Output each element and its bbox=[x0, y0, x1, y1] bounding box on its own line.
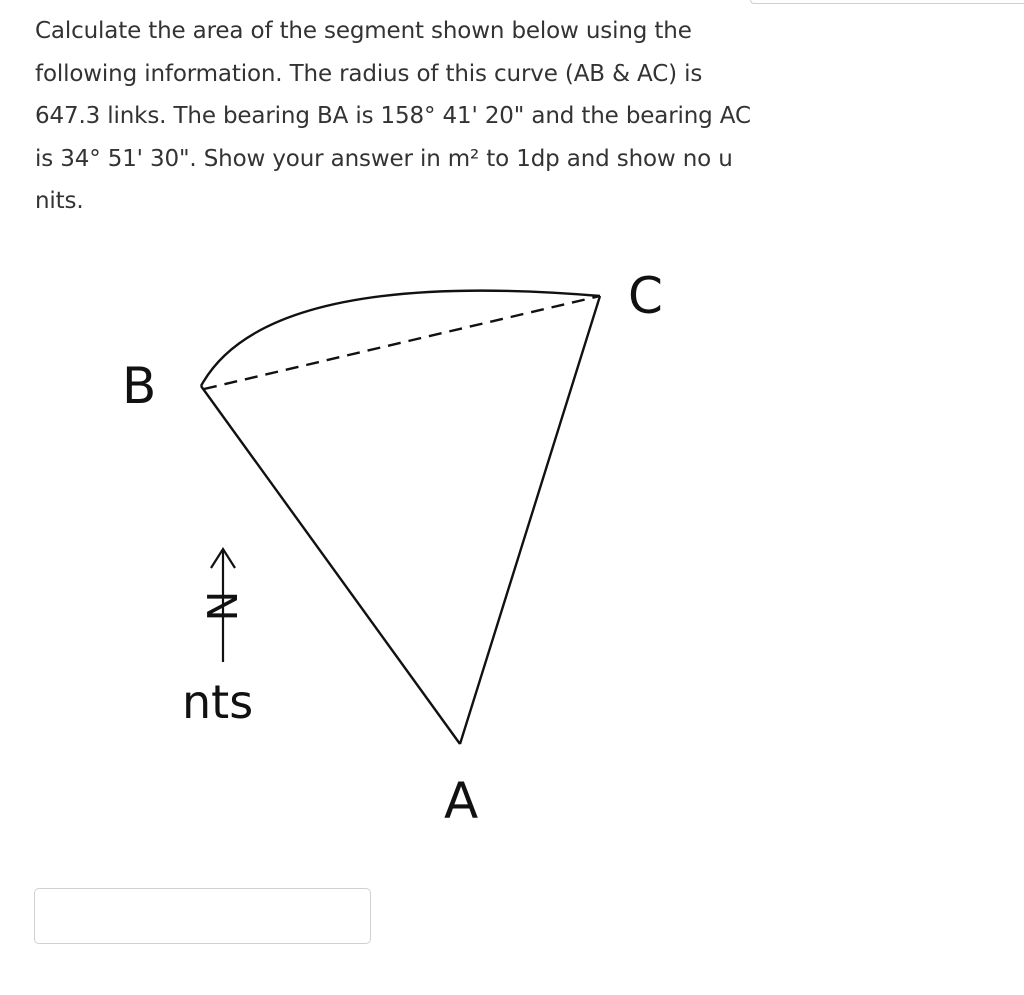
question-line: Calculate the area of the segment shown below using the bbox=[35, 18, 692, 44]
answer-input[interactable] bbox=[34, 888, 371, 944]
arc-bc bbox=[201, 291, 600, 386]
radius-ac bbox=[460, 296, 600, 744]
point-label-c: C bbox=[628, 267, 663, 325]
point-label-b: B bbox=[122, 357, 157, 415]
question-line: is 34° 51' 30". Show your answer in m² to 1dp and show no u bbox=[35, 145, 733, 172]
question-line: nits. bbox=[35, 188, 84, 215]
question-line: following information. The radius of this curve (AB & AC) is bbox=[35, 60, 703, 87]
question-line: 647.3 links. The bearing BA is 158° 41' 20" and the bearing AC bbox=[35, 103, 751, 130]
point-label-a: A bbox=[444, 772, 479, 830]
north-letter: N bbox=[199, 590, 247, 622]
scale-note: nts bbox=[182, 675, 254, 729]
chord-bc bbox=[204, 296, 600, 389]
